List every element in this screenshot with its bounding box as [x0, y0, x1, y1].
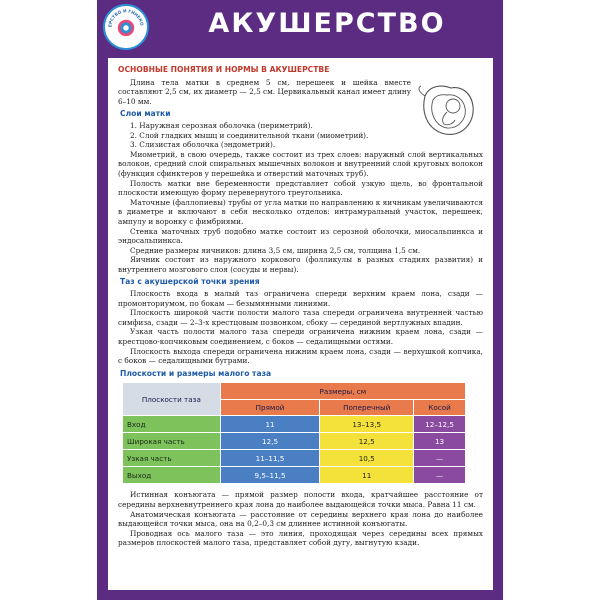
paragraph: Плоскость выхода спереди ограничена нижним краем лона, сзади — верхушкой копчика, с боков — седалищными буграми.: [118, 346, 483, 366]
cell-direct: 11–11,5: [220, 450, 320, 467]
paragraph: Стенка маточных труб подобно матке состоит из серозной оболочки, миосальпинкса и эндосальпинкса.: [118, 226, 483, 246]
row-label: Широкая часть: [123, 433, 221, 450]
col-header-direct: Прямой: [220, 400, 320, 416]
paragraph: Маточные (фаллопиевы) трубы от угла матки по направлению к яичникам увеличиваются в диаметре и включают в себя несколько отделов: интрамуральный участок, перешеек, ампулу и воронку с фимбриями.: [118, 197, 483, 226]
fetus-in-uterus-icon: [417, 82, 479, 138]
logo-emblem-icon: [105, 6, 147, 48]
paragraph: Полость матки вне беременности представляет собой узкую щель, во фронтальной плоскости имеющую форму перевернутого треугольника.: [118, 178, 483, 198]
content-panel: [108, 58, 493, 590]
paragraph: Анатомическая конъюгата — расстояние от середины верхнего края лона до наиболее выдающейся точки мыса, она на 0,2–0,3 см длиннее истинной конъюгаты.: [118, 509, 483, 529]
cell-oblique: —: [414, 450, 466, 467]
logo-text: ЕРСТВО И ГИНЕКО: [107, 8, 145, 28]
cell-oblique: 13: [414, 433, 466, 450]
row-label: Выход: [123, 467, 221, 484]
intro-paragraph: Длина тела матки в среднем 5 см, перешеек и шейка вместе составляют 2,5 см, их диаметр — 2,5 см. Цервикальный канал имеет длину 6–10 мм.: [118, 77, 411, 106]
row-label: Узкая часть: [123, 450, 221, 467]
table-title: Плоскости и размеры малого таза: [120, 368, 272, 378]
table-row: [123, 433, 466, 450]
paragraph: Узкая часть полости малого таза спереди ограничена нижним краем лона, сзади — крестцово-копчиковым соединением, с боков — седалищными остями.: [118, 327, 483, 347]
table-row: [123, 450, 466, 467]
col-header-sizes: Размеры, см: [220, 383, 465, 400]
poster: [97, 0, 503, 600]
cell-direct: 12,5: [220, 433, 320, 450]
page-title: АКУШЕРСТВО: [208, 8, 446, 39]
paragraph: Средние размеры яичников: длина 3,5 см, ширина 2,5 см, толщина 1,5 см.: [130, 245, 421, 255]
paragraph: Истинная конъюгата — прямой размер полости входа, кратчайшее расстояние от середины верхневнутреннего края лона до наиболее выдающейся точки мыса. Равна 11 см.: [118, 490, 483, 509]
logo: [103, 4, 149, 50]
table-row: [123, 467, 466, 484]
list-item: 3. Слизистая оболочка (эндометрий).: [130, 140, 276, 150]
pelvis-table: [122, 382, 466, 484]
paragraph: Яичник состоит из наружного коркового (фолликулы в разных стадиях развития) и внутреннего мозгового слоя (сосуды и нервы).: [118, 255, 483, 274]
cell-transverse: 12,5: [320, 433, 414, 450]
uterus-layers-title: Слои матки: [120, 109, 171, 119]
paragraph: Плоскость широкой части полости малого таза спереди ограничена внутренней частью симфиза, сзади — 2–3-х крестцовым позвонком, сбоку — серединой вертлужных впадин.: [118, 308, 483, 327]
pelvis-title: Таз с акушерской точки зрения: [120, 277, 260, 287]
table-row: [123, 416, 466, 433]
list-item: 1. Наружная серозная оболочка (периметрий).: [130, 120, 313, 130]
cell-transverse: 11: [320, 467, 414, 484]
pelvis-table-wrap: [118, 382, 483, 484]
list-item: 2. Слой гладких мышц и соединительной ткани (миометрий).: [130, 130, 369, 140]
paragraph: Плоскость входа в малый таз ограничена спереди верхним краем лона, сзади — промонториумом, по бокам — безымянными линиями.: [118, 289, 483, 308]
paragraph: Миометрий, в свою очередь, также состоит из трех слоев: наружный слой вертикальных волокон, средний слой спиральных мышечных волокон и внутренний слой круговых волокон (функция сфинктеров у перешейка и отверстий маточных труб).: [118, 149, 483, 178]
cell-transverse: 13–13,5: [320, 416, 414, 433]
cell-direct: 11: [220, 416, 320, 433]
row-label: Вход: [123, 416, 221, 433]
col-header-oblique: Косой: [414, 400, 466, 416]
col-header-plane: Плоскости таза: [123, 383, 221, 416]
paragraph: Проводная ось малого таза — это линия, проходящая через середины всех прямых размеров плоскостей малого таза, представляет собой дугу, выгнутую кзади.: [118, 528, 483, 548]
section-title: ОСНОВНЫЕ ПОНЯТИЯ И НОРМЫ В АКУШЕРСТВЕ: [118, 65, 330, 74]
cell-direct: 9,5–11,5: [220, 467, 320, 484]
cell-oblique: 12–12,5: [414, 416, 466, 433]
col-header-transverse: Поперечный: [320, 400, 414, 416]
cell-oblique: —: [414, 467, 466, 484]
header: [97, 0, 503, 62]
cell-transverse: 10,5: [320, 450, 414, 467]
